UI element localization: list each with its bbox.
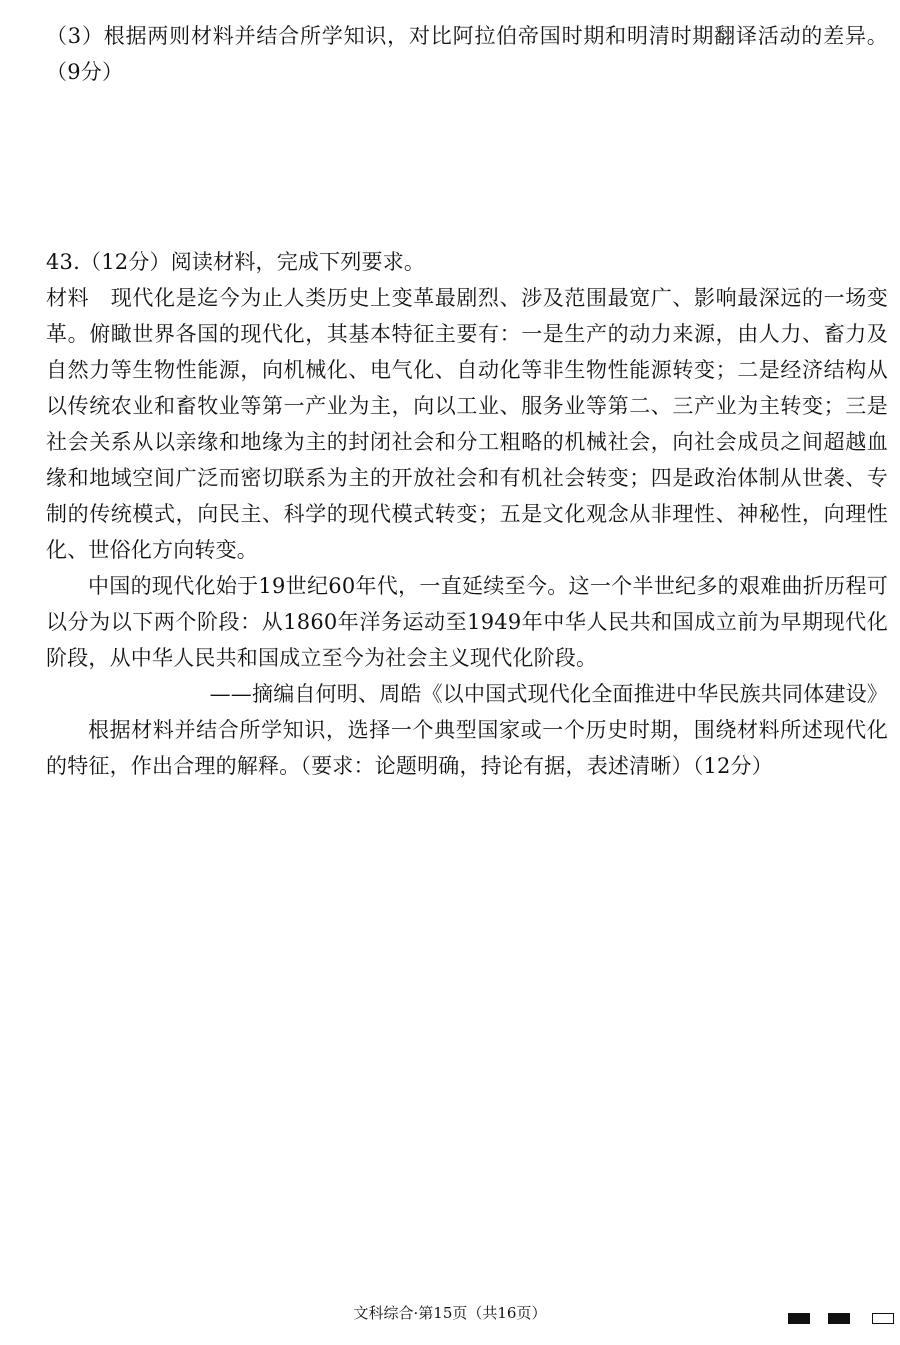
filled-mark-icon xyxy=(788,1313,810,1324)
question-43-header: 43.（12分）阅读材料，完成下列要求。 xyxy=(46,250,426,274)
page-footer: 文科综合·第15页（共16页） xyxy=(353,1304,547,1322)
question-43-task: 根据材料并结合所学知识，选择一个典型国家或一个历史时期，围绕材料所述现代化的特征，作出合理的解释。（要求：论题明确，持论有据，表述清晰）（12分） xyxy=(46,718,888,778)
material-source: ——摘编自何明、周皓《以中国式现代化全面推进中华民族共同体建设》 xyxy=(209,682,888,706)
filled-mark-icon xyxy=(828,1313,850,1324)
question-3 xyxy=(46,18,888,90)
page-marks xyxy=(788,1313,892,1327)
question-43 xyxy=(46,244,888,784)
material-paragraph-1: 材料 现代化是迄今为止人类历史上变革最剧烈、涉及范围最宽广、影响最深远的一场变革。俯瞰世界各国的现代化，其基本特征主要有：一是生产的动力来源，由人力、畜力及自然力等生物性能源，向机械化、电气化、自动化等非生物性能源转变；二是经济结构从以传统农业和畜牧业等第一产业为主，向以工业、服务业等第二、三产业为主转变；三是社会关系从以亲缘和地缘为主的封闭社会和分工粗略的机械社会，向社会成员之间超越血缘和地域空间广泛而密切联系为主的开放社会和有机社会转变；四是政治体制从世袭、专制的传统模式，向民主、科学的现代模式转变；五是文化观念从非理性、神秘性，向理性化、世俗化方向转变。 xyxy=(46,286,888,562)
material-paragraph-2: 中国的现代化始于19世纪60年代，一直延续至今。这一个半世纪多的艰难曲折历程可以分为以下两个阶段：从1860年洋务运动至1949年中华人民共和国成立前为早期现代化阶段，从中华人民共和国成立至今为社会主义现代化阶段。 xyxy=(46,574,888,670)
empty-mark-icon xyxy=(872,1313,894,1324)
question-3-text: （3）根据两则材料并结合所学知识，对比阿拉伯帝国时期和明清时期翻译活动的差异。（9分） xyxy=(46,24,888,84)
